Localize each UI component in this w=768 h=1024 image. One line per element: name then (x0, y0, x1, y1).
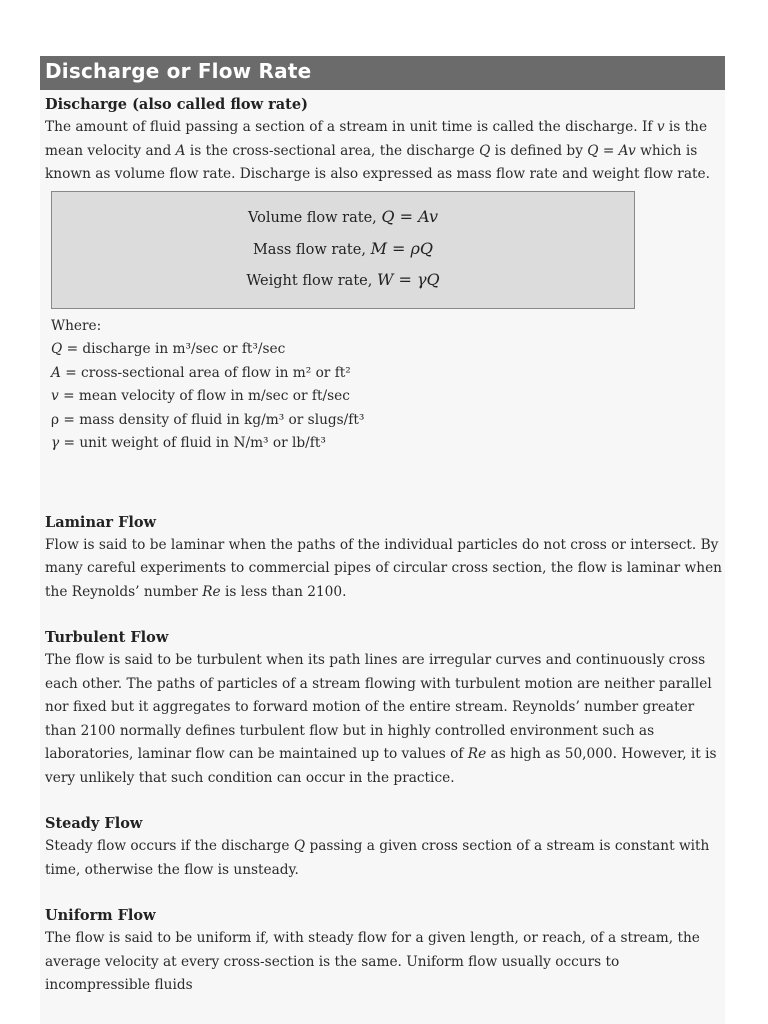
symbol: ρ (51, 411, 60, 428)
steady-section (45, 813, 725, 882)
steady-text-1: Steady flow occurs if the discharge (45, 838, 294, 854)
discharge-text-5: which is known as volume flow rate. Discharge is also expressed as mass flow rate and weight flow rate. (45, 142, 710, 182)
var-v: v (656, 119, 665, 135)
definition: = mean velocity of flow in m/sec or ft/sec (58, 388, 350, 404)
where-item (51, 432, 725, 456)
where-list (45, 315, 725, 456)
inline-formula: Q = Av (587, 142, 636, 159)
laminar-paragraph (45, 534, 725, 605)
var-re: Re (202, 583, 221, 600)
discharge-text-1: The amount of fluid passing a section of a stream in unit time is called the discharge. If (45, 119, 657, 135)
symbol: v (51, 388, 59, 404)
steady-heading: Steady Flow (45, 815, 143, 832)
formula-box (51, 191, 635, 309)
laminar-heading: Laminar Flow (45, 513, 157, 531)
discharge-text-2: is the mean velocity and (45, 119, 708, 159)
formula-volume (248, 202, 438, 234)
formula-expression: Q = Av (381, 207, 439, 227)
formula-expression: M = ρQ (370, 238, 434, 258)
laminar-text-1: Flow is said to be laminar when the paths of the individual particles do not cross or intersect. By many careful experiments to commercial pipes of circular cross section, the flow is laminar when the Reynolds’ number (45, 536, 722, 600)
symbol: A (51, 364, 61, 381)
uniform-heading: Uniform Flow (45, 907, 156, 924)
formula-expression: W = γQ (376, 270, 440, 290)
symbol: γ (51, 435, 60, 451)
article-content (40, 90, 725, 998)
turbulent-section (45, 627, 725, 790)
symbol: Q (51, 341, 63, 357)
discharge-text-3: is the cross-sectional area, the discharge (185, 142, 480, 159)
formula-label: Mass flow rate, (252, 241, 371, 258)
uniform-paragraph: The flow is said to be uniform if, with steady flow for a given length, or reach, of a stream, the average velocity at every cross-section is the same. Uniform flow usually occurs to incompressible fluids (45, 930, 700, 993)
where-item (51, 385, 725, 409)
page-title: Discharge or Flow Rate (40, 56, 725, 90)
uniform-section (45, 905, 725, 998)
article-page (40, 56, 725, 1024)
formula-label: Weight flow rate, (246, 273, 377, 290)
discharge-paragraph (45, 116, 725, 187)
where-item (51, 409, 725, 433)
var-q: Q (293, 838, 306, 854)
var-a: A (175, 142, 186, 159)
where-item (51, 338, 725, 362)
turbulent-text-2: as high as 50,000. However, it is very unlikely that such condition can occur in the practice. (45, 746, 717, 786)
var-re: Re (467, 746, 487, 762)
discharge-heading: Discharge (also called flow rate) (45, 96, 308, 113)
definition: = discharge in m³/sec or ft³/sec (62, 341, 286, 357)
var-q: Q (479, 142, 491, 159)
steady-paragraph (45, 835, 725, 882)
definition: = unit weight of fluid in N/m³ or lb/ft³ (59, 435, 326, 451)
steady-text-2: passing a given cross section of a stream is constant with time, otherwise the flow is unsteady. (45, 838, 710, 878)
laminar-text-2: is less than 2100. (220, 583, 347, 600)
turbulent-text-1: The flow is said to be turbulent when its path lines are irregular curves and continuously cross each other. The paths of particles of a stream flowing with turbulent motion are neither parallel nor fixed but it aggregates to forward motion of the entire stream. Reynolds’ number greater than 2100 normally defines turbulent flow but in highly controlled environment such as laboratories, laminar flow can be maintained up to values of (45, 652, 712, 762)
where-label: Where: (51, 317, 102, 334)
formula-label: Volume flow rate, (247, 210, 382, 227)
laminar-section (45, 512, 725, 605)
formula-weight (246, 265, 439, 297)
where-item (51, 362, 725, 386)
turbulent-paragraph (45, 649, 725, 790)
turbulent-heading: Turbulent Flow (45, 629, 169, 646)
definition: = cross-sectional area of flow in m² or ft² (60, 364, 351, 381)
definition: = mass density of fluid in kg/m³ or slugs/ft³ (59, 411, 365, 428)
formula-mass (253, 234, 433, 266)
discharge-text-4: is defined by (490, 142, 588, 159)
